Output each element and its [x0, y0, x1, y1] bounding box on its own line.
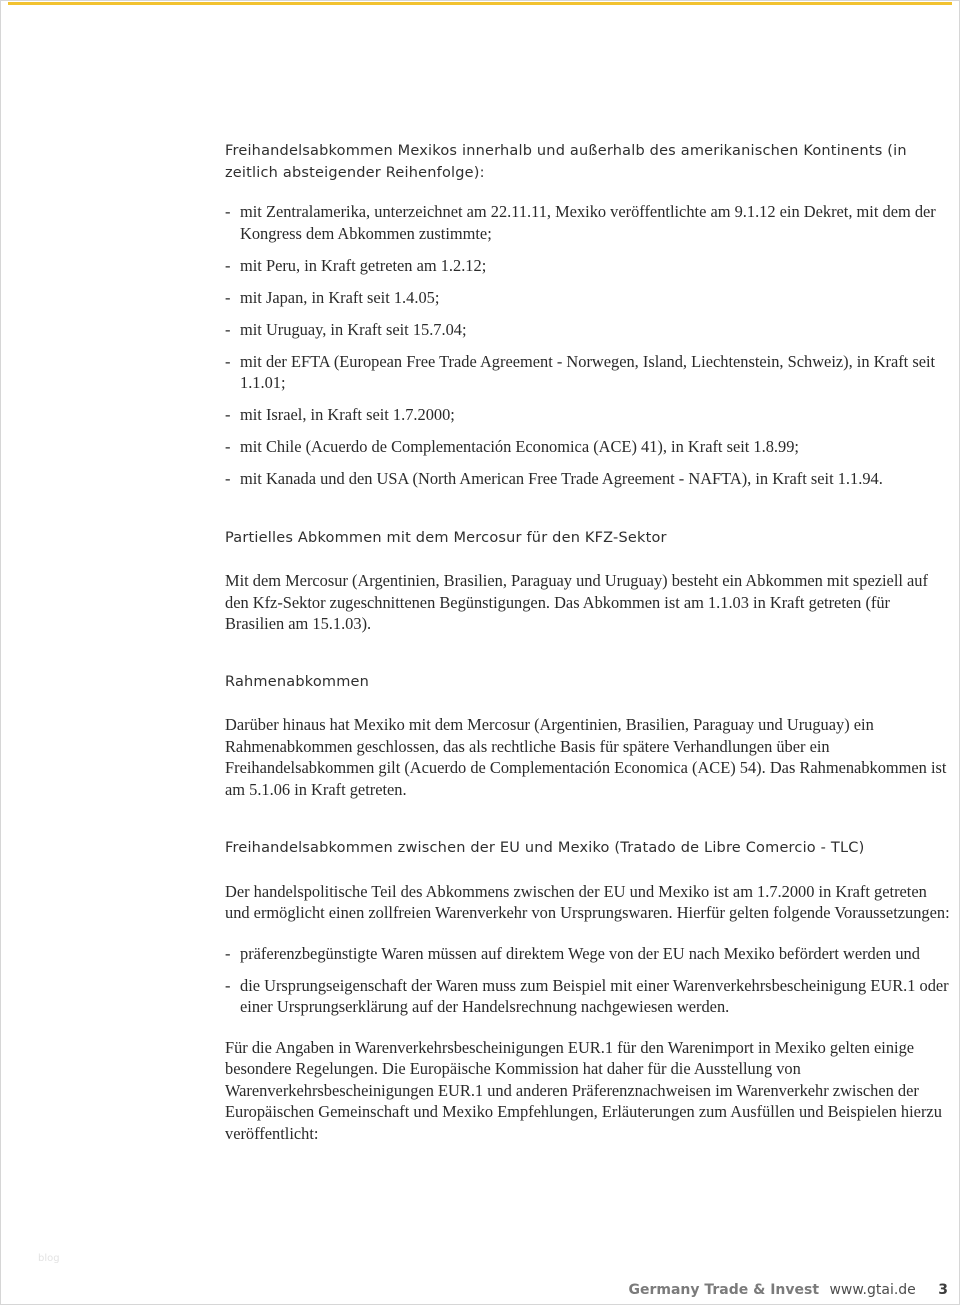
requirements-list [225, 943, 950, 1018]
footer-brand: Germany Trade & Invest [628, 1282, 820, 1298]
list-item: - mit Israel, in Kraft seit 1.7.2000; [225, 405, 455, 424]
section-heading-eu-mexico: Freihandelsabkommen zwischen der EU und Mexiko (Tratado de Libre Comercio - TLC) [225, 840, 865, 856]
list-item: - mit Chile (Acuerdo de Complementación Economica (ACE) 41), in Kraft seit 1.8.99; [225, 437, 799, 456]
bullet-dash: - [225, 202, 231, 221]
section-heading-free-trade-agreements: Freihandelsabkommen Mexikos innerhalb und außerhalb des amerikanischen Kontinents (in zeitlich absteigender Reihenfolge): [225, 143, 907, 181]
bullet-dash: - [225, 437, 231, 456]
list-item: - präferenzbegünstigte Waren müssen auf direktem Wege von der EU nach Mexiko befördert werden und [225, 943, 920, 963]
page-number: 3 [938, 1282, 948, 1298]
bullet-dash: - [225, 351, 231, 371]
watermark: blog [38, 1253, 60, 1264]
bullet-dash: - [225, 943, 231, 963]
footer-url[interactable]: www.gtai.de [829, 1282, 916, 1298]
bullet-dash: - [225, 255, 231, 275]
paragraph-mercosur-kfz: Mit dem Mercosur (Argentinien, Brasilien, Paraguay und Uruguay) besteht ein Abkommen mit speziell auf den Kfz-Sektor zugeschnittenen Begünstigungen. Das Abkommen ist am 1.1.03 in Kraft getreten (für Brasilien am 15.1.03). [225, 571, 928, 633]
section-heading-mercosur-kfz: Partielles Abkommen mit dem Mercosur für den KFZ-Sektor [225, 529, 667, 546]
agreements-list [225, 201, 950, 490]
list-item: - mit Japan, in Kraft seit 1.4.05; [225, 287, 440, 307]
list-item: - mit der EFTA (European Free Trade Agreement - Norwegen, Island, Liechtenstein, Schweiz), in Kraft seit 1.1.01; [225, 351, 936, 392]
list-item: - mit Peru, in Kraft getreten am 1.2.12; [225, 255, 487, 275]
top-accent-rule [8, 2, 952, 5]
section-heading-framework-agreement: Rahmenabkommen [225, 673, 370, 690]
bullet-dash: - [225, 975, 231, 995]
bullet-dash: - [225, 469, 231, 488]
list-item: - die Ursprungseigenschaft der Waren muss zum Beispiel mit einer Warenverkehrsbescheinigung EUR.1 oder einer Ursprungserklärung auf der Handelsrechnung nachgewiesen werden. [225, 975, 949, 1016]
paragraph-framework-agreement: Darüber hinaus hat Mexiko mit dem Mercosur (Argentinien, Brasilien, Paraguay und Uruguay) ein Rahmenabkommen geschlossen, das als rechtliche Basis für spätere Verhandlungen über ein Freihandelsabkommen gilt (Acuerdo de Complementación Economica (ACE) 54). Das Rahmenabkommen ist am 5.1.06 in Kraft getreten. [225, 715, 947, 799]
list-item: - mit Zentralamerika, unterzeichnet am 22.11.11, Mexiko veröffentlichte am 9.1.12 ein Dekret, mit dem der Kongress dem Abkommen zustimmte; [225, 202, 936, 243]
bullet-dash: - [225, 287, 231, 307]
paragraph-eu-mexico-intro: Der handelspolitische Teil des Abkommens zwischen der EU und Mexiko ist am 1.7.2000 in Kraft getreten und ermöglicht einen zollfreien Warenverkehr von Ursprungswaren. Hierfür gelten folgende Voraussetzungen: [225, 881, 950, 922]
page-footer [628, 1282, 948, 1298]
bullet-dash: - [225, 405, 231, 424]
list-item: - mit Kanada und den USA (North American Free Trade Agreement - NAFTA), in Kraft seit 1.1.94. [225, 469, 883, 488]
list-item: - mit Uruguay, in Kraft seit 15.7.04; [225, 319, 467, 339]
document-body [225, 141, 950, 1144]
bullet-dash: - [225, 319, 231, 339]
paragraph-eu-mexico-outro: Für die Angaben in Warenverkehrsbescheinigungen EUR.1 für den Warenimport in Mexiko gelten einige besondere Regelungen. Die Europäische Kommission hat daher für die Ausstellung von Warenverkehrsbescheinigungen EUR.1 und anderen Präferenznachweisen im Warenverkehr zwischen der Europäischen Gemeinschaft und Mexiko Empfehlungen, Erläuterungen zum Ausfüllen und Beispielen hierzu veröffentlicht: [225, 1037, 942, 1143]
